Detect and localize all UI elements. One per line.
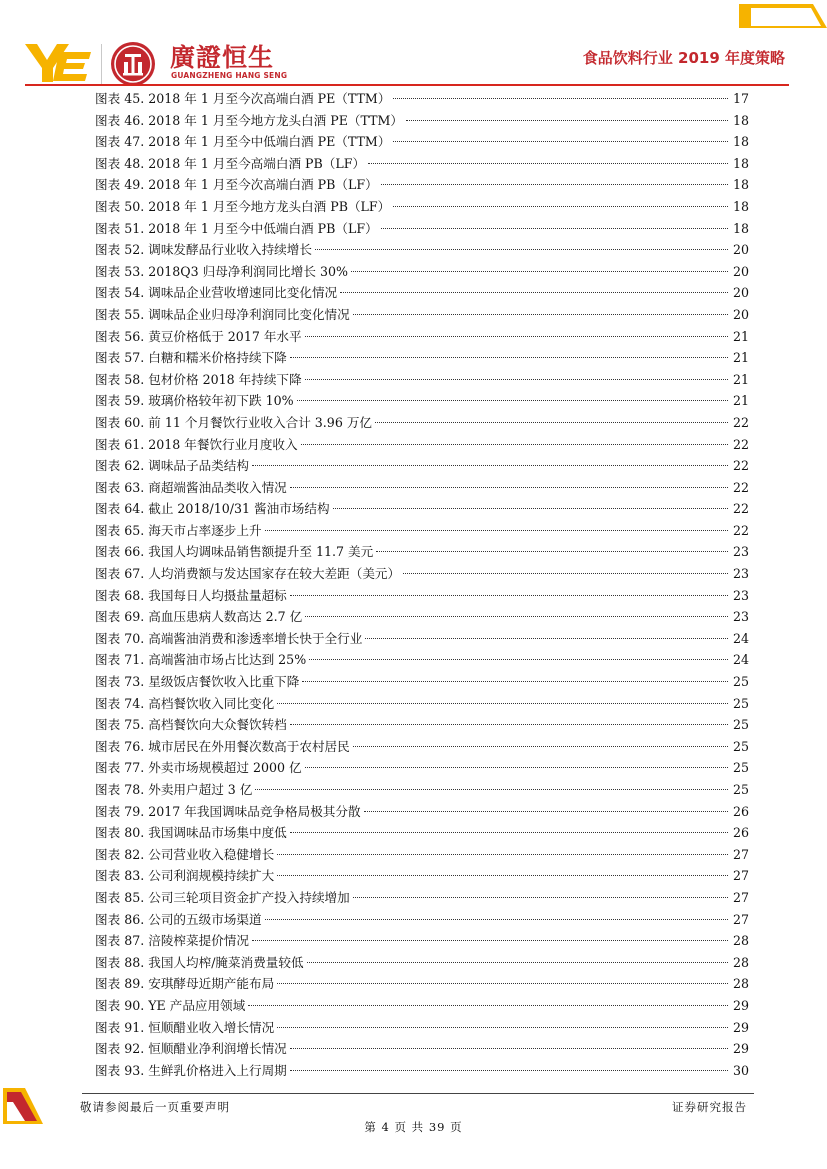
toc-entry[interactable] — [95, 304, 749, 326]
toc-dot-leader — [248, 1005, 728, 1006]
toc-entry-label: 图表 68. 我国每日人均摄盐量超标 — [95, 587, 287, 603]
toc-entry-page: 20 — [732, 285, 749, 301]
toc-entry-page: 18 — [732, 177, 749, 193]
toc-entry[interactable] — [95, 412, 749, 434]
toc-entry[interactable] — [95, 131, 749, 153]
toc-entry-label: 图表 63. 商超端酱油品类收入情况 — [95, 479, 287, 495]
toc-entry-page: 25 — [732, 717, 749, 733]
toc-entry-page: 28 — [732, 954, 749, 970]
toc-entry[interactable] — [95, 1017, 749, 1039]
toc-entry-page: 18 — [732, 198, 749, 214]
toc-entry[interactable] — [95, 498, 749, 520]
toc-entry-label: 图表 50. 2018 年 1 月至今地方龙头白酒 PB（LF） — [95, 198, 391, 214]
toc-entry-label: 图表 76. 城市居民在外用餐次数高于农村居民 — [95, 738, 350, 754]
toc-entry[interactable] — [95, 801, 749, 823]
toc-entry-page: 29 — [732, 997, 749, 1013]
figure-index-list — [95, 88, 749, 1081]
toc-entry-label: 图表 93. 生鲜乳价格进入上行周期 — [95, 1062, 287, 1078]
toc-entry-label: 图表 61. 2018 年餐饮行业月度收入 — [95, 436, 298, 452]
toc-entry-label: 图表 48. 2018 年 1 月至今高端白酒 PB（LF） — [95, 155, 366, 171]
toc-entry[interactable] — [95, 369, 749, 391]
toc-entry[interactable] — [95, 995, 749, 1017]
toc-entry-label: 图表 71. 高端酱油市场占比达到 25% — [95, 652, 307, 668]
toc-entry[interactable] — [95, 909, 749, 931]
toc-entry-page: 27 — [732, 911, 749, 927]
toc-dot-leader — [252, 940, 728, 941]
toc-dot-leader — [381, 184, 728, 185]
toc-dot-leader — [393, 141, 728, 142]
toc-dot-leader — [277, 854, 728, 855]
toc-entry[interactable] — [95, 779, 749, 801]
toc-entry[interactable] — [95, 1038, 749, 1060]
toc-dot-leader — [381, 228, 728, 229]
toc-entry-page: 20 — [732, 242, 749, 258]
toc-entry-label: 图表 86. 公司的五级市场渠道 — [95, 911, 262, 927]
toc-entry-page: 24 — [732, 652, 749, 668]
brand-name-en: GUANGZHENG HANG SENG — [171, 71, 288, 80]
page-number: 第 4 页 共 39 页 — [364, 1120, 463, 1134]
toc-entry[interactable] — [95, 88, 749, 110]
toc-entry-label: 图表 49. 2018 年 1 月至今次高端白酒 PB（LF） — [95, 177, 378, 193]
toc-entry-label: 图表 56. 黄豆价格低于 2017 年水平 — [95, 328, 302, 344]
toc-entry[interactable] — [95, 844, 749, 866]
toc-entry-page: 22 — [732, 414, 749, 430]
toc-entry-page: 23 — [732, 566, 749, 582]
toc-entry[interactable] — [95, 606, 749, 628]
toc-entry[interactable] — [95, 455, 749, 477]
toc-entry[interactable] — [95, 822, 749, 844]
toc-dot-leader — [290, 595, 728, 596]
toc-entry-page: 22 — [732, 458, 749, 474]
toc-entry-page: 27 — [732, 868, 749, 884]
toc-dot-leader — [368, 163, 728, 164]
toc-entry[interactable] — [95, 757, 749, 779]
toc-entry-label: 图表 75. 高档餐饮向大众餐饮转档 — [95, 717, 287, 733]
toc-entry[interactable] — [95, 326, 749, 348]
toc-entry-label: 图表 77. 外卖市场规模超过 2000 亿 — [95, 760, 302, 776]
toc-entry[interactable] — [95, 347, 749, 369]
toc-entry[interactable] — [95, 865, 749, 887]
toc-entry-page: 28 — [732, 933, 749, 949]
toc-dot-leader — [309, 659, 728, 660]
toc-dot-leader — [340, 292, 728, 293]
toc-entry-page: 28 — [732, 976, 749, 992]
toc-entry-page: 25 — [732, 738, 749, 754]
toc-entry[interactable] — [95, 541, 749, 563]
toc-entry-page: 25 — [732, 695, 749, 711]
toc-entry-label: 图表 62. 调味品子品类结构 — [95, 458, 249, 474]
logo-separator — [101, 44, 102, 84]
toc-entry[interactable] — [95, 952, 749, 974]
toc-dot-leader — [376, 551, 728, 552]
toc-dot-leader — [277, 703, 728, 704]
toc-dot-leader — [315, 249, 728, 250]
toc-entry-label: 图表 65. 海天市占率逐步上升 — [95, 522, 262, 538]
toc-entry[interactable] — [95, 628, 749, 650]
toc-entry-label: 图表 45. 2018 年 1 月至今次高端白酒 PE（TTM） — [95, 91, 391, 106]
toc-entry-page: 29 — [732, 1019, 749, 1035]
toc-entry-page: 27 — [732, 846, 749, 862]
toc-entry-page: 22 — [732, 479, 749, 495]
toc-entry-page: 26 — [732, 803, 749, 819]
toc-dot-leader — [265, 530, 728, 531]
toc-dot-leader — [255, 789, 728, 790]
toc-entry[interactable] — [95, 153, 749, 175]
toc-entry-page: 21 — [732, 328, 749, 344]
toc-dot-leader — [290, 487, 728, 488]
toc-entry[interactable] — [95, 930, 749, 952]
toc-entry-page: 18 — [732, 112, 749, 128]
toc-entry-label: 图表 73. 星级饭店餐饮收入比重下降 — [95, 674, 300, 690]
toc-dot-leader — [333, 508, 728, 509]
toc-dot-leader — [393, 98, 728, 99]
toc-entry-page: 22 — [732, 436, 749, 452]
toc-entry-label: 图表 69. 高血压患病人数高达 2.7 亿 — [95, 609, 303, 625]
toc-dot-leader — [305, 336, 728, 337]
toc-entry-page: 23 — [732, 609, 749, 625]
toc-dot-leader — [277, 875, 728, 876]
toc-entry[interactable] — [95, 1060, 749, 1082]
toc-entry-label: 图表 47. 2018 年 1 月至今中低端白酒 PE（TTM） — [95, 134, 391, 150]
toc-dot-leader — [353, 897, 728, 898]
report-title: 食品饮料行业 2019 年度策略 — [582, 49, 785, 67]
toc-entry[interactable] — [95, 736, 749, 758]
guangzheng-seal-icon — [110, 41, 156, 87]
header-divider — [25, 84, 789, 86]
toc-entry-label: 图表 64. 截止 2018/10/31 酱油市场结构 — [95, 501, 330, 517]
toc-entry[interactable] — [95, 390, 749, 412]
footer-divider — [82, 1093, 754, 1094]
toc-entry[interactable] — [95, 714, 749, 736]
toc-entry-label: 图表 60. 前 11 个月餐饮行业收入合计 3.96 万亿 — [95, 414, 373, 430]
toc-entry-label: 图表 57. 白糖和糯米价格持续下降 — [95, 350, 287, 366]
toc-entry-page: 23 — [732, 544, 749, 560]
toc-entry-page: 18 — [732, 134, 749, 150]
toc-dot-leader — [290, 724, 728, 725]
toc-entry[interactable] — [95, 477, 749, 499]
toc-entry-label: 图表 67. 人均消费额与发达国家存在较大差距（美元） — [95, 566, 401, 582]
toc-entry-label: 图表 92. 恒顺醋业净利润增长情况 — [95, 1041, 287, 1057]
toc-entry[interactable] — [95, 973, 749, 995]
toc-entry-page: 25 — [732, 674, 749, 690]
toc-entry-label: 图表 79. 2017 年我国调味品竞争格局极其分散 — [95, 803, 361, 819]
toc-entry-label: 图表 90. YE 产品应用领域 — [95, 997, 246, 1013]
toc-dot-leader — [265, 919, 728, 920]
toc-entry[interactable] — [95, 693, 749, 715]
toc-entry-page: 30 — [732, 1062, 749, 1078]
toc-entry-page: 25 — [732, 782, 749, 797]
toc-entry-page: 18 — [732, 155, 749, 171]
toc-entry-label: 图表 53. 2018Q3 归母净利润同比增长 30% — [95, 263, 348, 279]
toc-entry-label: 图表 70. 高端酱油消费和渗透率增长快于全行业 — [95, 630, 363, 646]
toc-dot-leader — [365, 638, 728, 639]
toc-entry[interactable] — [95, 282, 749, 304]
toc-entry-label: 图表 46. 2018 年 1 月至今地方龙头白酒 PE（TTM） — [95, 112, 404, 128]
toc-dot-leader — [277, 983, 728, 984]
toc-entry-label: 图表 51. 2018 年 1 月至今中低端白酒 PB（LF） — [95, 220, 378, 236]
toc-dot-leader — [290, 1070, 728, 1071]
toc-entry[interactable] — [95, 174, 749, 196]
toc-entry-page: 27 — [732, 889, 749, 905]
toc-dot-leader — [403, 573, 728, 574]
report-type-label: 证券研究报告 — [672, 1100, 747, 1114]
toc-entry[interactable] — [95, 649, 749, 671]
toc-entry-page: 18 — [732, 220, 749, 236]
toc-entry[interactable] — [95, 239, 749, 261]
toc-entry-page: 21 — [732, 350, 749, 366]
toc-entry-label: 图表 52. 调味发酵品行业收入持续增长 — [95, 242, 312, 258]
toc-dot-leader — [307, 962, 728, 963]
toc-entry-page: 25 — [732, 760, 749, 776]
toc-dot-leader — [406, 120, 728, 121]
toc-dot-leader — [302, 681, 728, 682]
toc-entry-label: 图表 87. 涪陵榨菜提价情况 — [95, 933, 249, 949]
toc-dot-leader — [305, 616, 728, 617]
toc-entry-label: 图表 82. 公司营业收入稳健增长 — [95, 846, 275, 862]
toc-entry[interactable] — [95, 887, 749, 909]
toc-entry-label: 图表 74. 高档餐饮收入同比变化 — [95, 695, 275, 711]
toc-dot-leader — [290, 357, 728, 358]
toc-dot-leader — [393, 206, 728, 207]
toc-entry[interactable] — [95, 520, 749, 542]
toc-entry[interactable] — [95, 261, 749, 283]
toc-dot-leader — [290, 1048, 728, 1049]
toc-entry[interactable] — [95, 585, 749, 607]
toc-entry-label: 图表 55. 调味品企业归母净利润同比变化情况 — [95, 306, 350, 322]
toc-entry-label: 图表 88. 我国人均榨/腌菜消费量较低 — [95, 954, 304, 970]
toc-entry-label: 图表 91. 恒顺醋业收入增长情况 — [95, 1019, 275, 1035]
toc-entry[interactable] — [95, 671, 749, 693]
toc-dot-leader — [301, 444, 728, 445]
corner-accent-top-right — [739, 4, 827, 28]
toc-entry-page: 23 — [732, 587, 749, 603]
toc-dot-leader — [252, 465, 728, 466]
toc-entry-page: 22 — [732, 522, 749, 538]
ye-logo-icon — [25, 44, 91, 82]
toc-entry-label: 图表 58. 包材价格 2018 年持续下降 — [95, 371, 302, 387]
disclaimer-note: 敬请参阅最后一页重要声明 — [80, 1100, 230, 1114]
toc-dot-leader — [364, 811, 728, 812]
toc-entry-page: 29 — [732, 1041, 749, 1057]
toc-entry-page: 24 — [732, 630, 749, 646]
toc-dot-leader — [277, 1027, 728, 1028]
toc-entry[interactable] — [95, 218, 749, 240]
toc-entry-label: 图表 83. 公司利润规模持续扩大 — [95, 868, 275, 884]
toc-entry-page: 21 — [732, 393, 749, 409]
toc-entry[interactable] — [95, 434, 749, 456]
brand-name-cn: 廣證恒生 — [170, 43, 275, 72]
toc-entry-page: 20 — [732, 306, 749, 322]
toc-entry-label: 图表 54. 调味品企业营收增速同比变化情况 — [95, 285, 338, 301]
toc-dot-leader — [297, 400, 728, 401]
toc-entry-label: 图表 80. 我国调味品市场集中度低 — [95, 825, 287, 841]
toc-entry-label: 图表 89. 安琪酵母近期产能布局 — [95, 976, 275, 992]
toc-dot-leader — [375, 422, 728, 423]
toc-entry[interactable] — [95, 196, 749, 218]
toc-entry-page: 21 — [732, 371, 749, 387]
toc-dot-leader — [351, 271, 728, 272]
toc-dot-leader — [353, 314, 728, 315]
toc-entry[interactable] — [95, 110, 749, 132]
toc-dot-leader — [305, 767, 728, 768]
toc-entry-page: 22 — [732, 501, 749, 517]
toc-entry-page: 17 — [732, 91, 749, 106]
toc-entry-page: 26 — [732, 825, 749, 841]
toc-entry-label: 图表 85. 公司三轮项目资金扩产投入持续增加 — [95, 889, 350, 905]
toc-entry[interactable] — [95, 563, 749, 585]
toc-entry-label: 图表 59. 玻璃价格较年初下跌 10% — [95, 393, 294, 409]
toc-entry-label: 图表 78. 外卖用户超过 3 亿 — [95, 782, 253, 797]
toc-dot-leader — [305, 379, 728, 380]
toc-dot-leader — [290, 832, 728, 833]
toc-entry-label: 图表 66. 我国人均调味品销售额提升至 11.7 美元 — [95, 544, 374, 560]
toc-entry-page: 20 — [732, 263, 749, 279]
toc-dot-leader — [353, 746, 728, 747]
